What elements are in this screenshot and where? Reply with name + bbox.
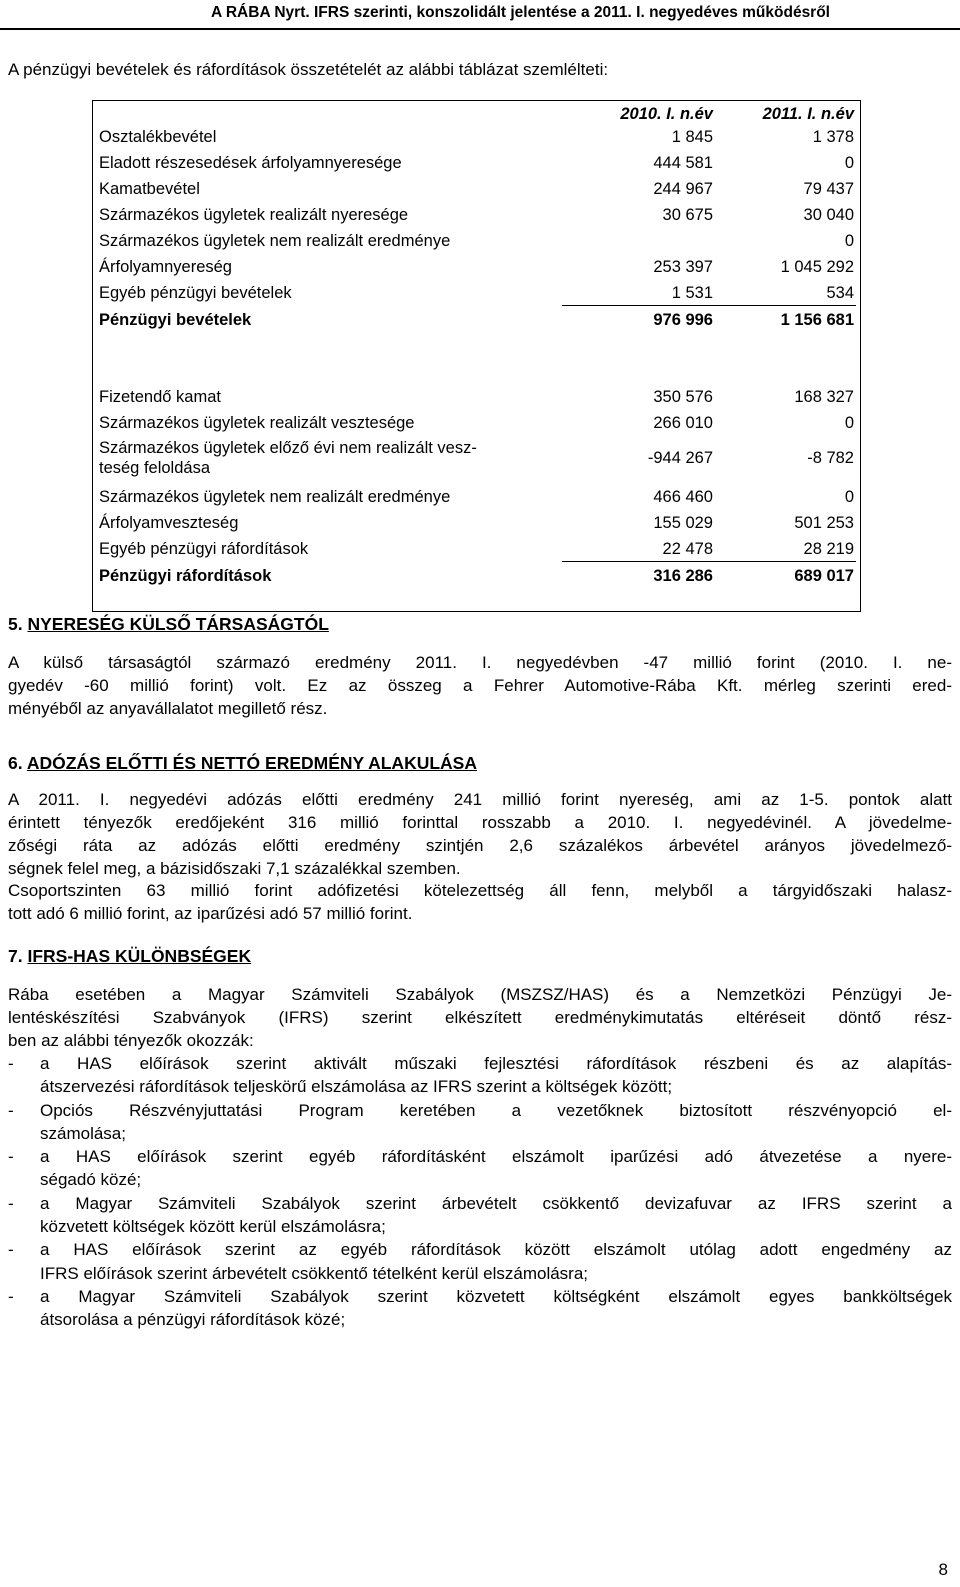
page-number: 8 [938, 1560, 948, 1579]
section-5-paragraph: A külső társaságtól származó eredmény 2011. I. negyedévben -47 millió forint (2010. I. ne- gyedév -60 millió forint) volt. Ez az összeg a Fehrer Automotive-Rába Kft. mérleg szerinti ered- ményéből az anyavállalatot megillető rész. [8, 653, 952, 718]
table-row: Származékos ügyletek előző évi nem realizált vesz- teség feloldása -944 267 -8 782 [99, 439, 854, 477]
section-5-title: 5. NYERESÉG KÜLSŐ TÁRSASÁGTÓL [8, 614, 329, 634]
section-6-title: 6. ADÓZÁS ELŐTTI ÉS NETTÓ EREDMÉNY ALAKULÁSA [8, 753, 477, 773]
total-row-expense: Pénzügyi ráfordítások 316 286 689 017 [99, 567, 854, 585]
col-header-2011: 2011. I. n.év [762, 105, 854, 123]
list-item: - a HAS előírások szerint az egyéb ráfordítások között elszámolt utólag adott engedmény az IFRS előírások szerint árbevételt csökkentő tételként kerül elszámolásra; [8, 1240, 952, 1283]
table-row: Egyéb pénzügyi ráfordítások 22 478 28 219 [99, 540, 854, 558]
total-row-income: Pénzügyi bevételek 976 996 1 156 681 [99, 311, 854, 329]
list-item: - a Magyar Számviteli Szabályok szerint árbevételt csökkentő devizafuvar az IFRS szerint a közvetett költségek között kerül elszámolásra; [8, 1193, 952, 1237]
table-row: Fizetendő kamat 350 576 168 327 [99, 388, 854, 406]
subtotal-rule [562, 561, 856, 562]
section-7-title: 7. IFRS-HAS KÜLÖNBSÉGEK [8, 946, 252, 966]
table-row: Egyéb pénzügyi bevételek 1 531 534 [99, 284, 854, 302]
table-row: Osztalékbevétel 1 845 1 378 [99, 128, 854, 146]
list-item: - a HAS előírások szerint egyéb ráfordításként elszámolt iparűzési adó átvezetése a nyere- ségadó közé; [8, 1147, 952, 1190]
intro-text: A pénzügyi bevételek és ráfordítások összetételét az alábbi táblázat szemlélteti: [8, 60, 609, 79]
header-title: A RÁBA Nyrt. IFRS szerinti, konszolidált jelentése a 2011. I. negyedéves működésről [210, 4, 830, 21]
col-header-2010: 2010. I. n.év [620, 105, 713, 123]
section-6-paragraph-2: Csoportszinten 63 millió forint adófizetési kötelezettség áll fenn, melyből a tárgyidőszaki halasz- tott adó 6 millió forint, az iparűzési adó 57 millió forint. [8, 881, 952, 923]
table-row: Származékos ügyletek nem realizált eredménye 0 [99, 232, 854, 250]
differences-list [8, 1052, 952, 1332]
financial-table [92, 100, 861, 612]
list-item: - a HAS előírások szerint aktivált műszaki fejlesztési ráfordítások részbeni és az alapítás- átszervezési ráfordítások teljeskörű elszámolása az IFRS szerint a költségek között; [8, 1054, 952, 1097]
table-row: Származékos ügyletek realizált nyeresége 30 675 30 040 [99, 206, 854, 224]
table-row: Származékos ügyletek realizált vesztesége 266 010 0 [99, 414, 854, 432]
section-6-paragraph-1: A 2011. I. negyedévi adózás előtti eredmény 241 millió forint nyereség, ami az 1-5. pontok alatt érintett tényezők eredőjeként 316 millió forinttal rosszabb a 2010. I. negyedévinél. A jövedelme- zőségi ráta az adózás előtti eredmény szintjén 2,6 százalékos árbevétel arányos jövedelmező- ségnek felel meg, a bázisidőszaki 7,1 százalékkal szemben. [8, 790, 952, 878]
list-item: - Opciós Részvényjuttatási Program keretében a vezetőknek biztosított részvényopció el- számolása; [8, 1100, 952, 1143]
table-row: Származékos ügyletek nem realizált eredménye 466 460 0 [99, 488, 854, 506]
page-header [0, 0, 960, 30]
list-item: - a Magyar Számviteli Szabályok szerint közvetett költségként elszámolt egyes bankköltségek átsorolása a pénzügyi ráfordítások közé; [8, 1286, 952, 1330]
table-row: Eladott részesedések árfolyamnyeresége 444 581 0 [99, 154, 854, 172]
table-row: Árfolyamveszteség 155 029 501 253 [99, 514, 854, 532]
section-7-paragraph: Rába esetében a Magyar Számviteli Szabályok (MSZSZ/HAS) és a Nemzetközi Pénzügyi Je- lentéskészítési Szabványok (IFRS) szerint elkészített eredménykimutatás eltéréseit döntő rész- ben az alábbi tényezők okozzák: [8, 985, 952, 1050]
table-row: Árfolyamnyereség 253 397 1 045 292 [99, 258, 854, 276]
subtotal-rule [562, 305, 856, 306]
table-row: Kamatbevétel 244 967 79 437 [99, 180, 854, 198]
